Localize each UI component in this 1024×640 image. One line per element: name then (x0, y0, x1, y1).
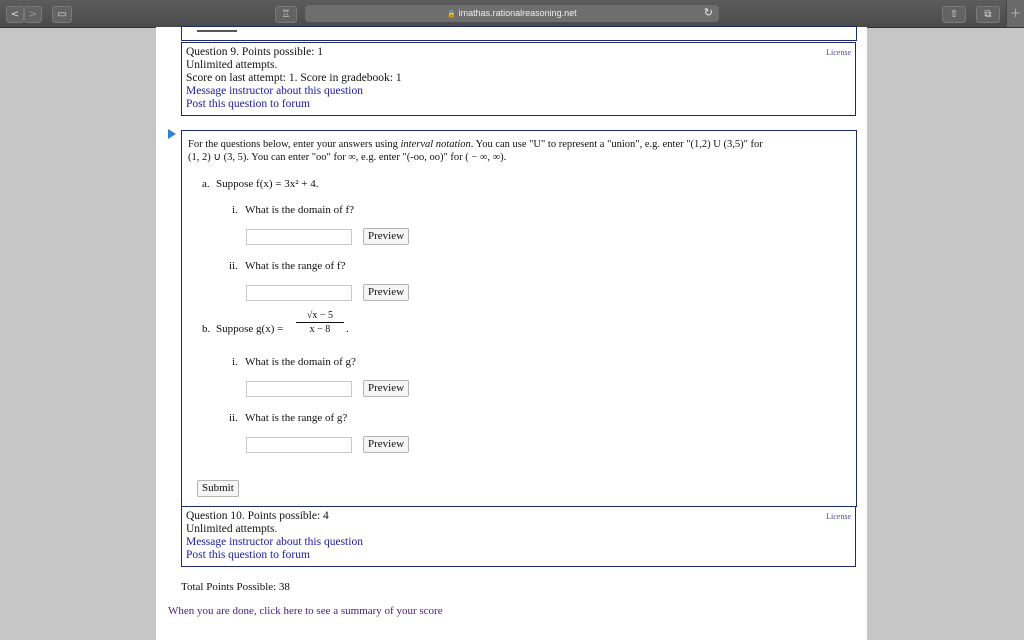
forward-button[interactable]: > (24, 6, 42, 23)
q9-score: Score on last attempt: 1. Score in gradebook: 1 (186, 72, 402, 84)
sidebar-button[interactable] (52, 6, 72, 23)
a-i-label: i. (232, 204, 238, 216)
part-b-suffix: . (346, 323, 349, 335)
a-ii-answer-input[interactable] (246, 285, 352, 301)
question-10-body (181, 130, 857, 507)
instructions (188, 138, 828, 164)
b-ii-label: ii. (229, 412, 238, 424)
instructions-line-2: (1, 2) ∪ (3, 5). You can enter "oo" for ∞, e.g. enter "(-oo, oo)" for ( − ∞, ∞). (188, 152, 507, 163)
q9-attempts: Unlimited attempts. (186, 59, 278, 71)
question-10-info (181, 506, 856, 567)
q9-post-forum-link[interactable]: Post this question to forum (186, 98, 310, 110)
back-button[interactable]: < (6, 6, 24, 23)
b-i-label: i. (232, 356, 238, 368)
b-i-text: What is the domain of g? (245, 356, 356, 368)
instructions-line-1: For the questions below, enter your answers using interval notation. You can use "U" to represent a "union", e.g. enter "(1,2) U (3,5)" for (188, 139, 763, 150)
submit-button[interactable]: Submit (197, 480, 239, 497)
previous-question-box (181, 26, 857, 41)
q9-license-link[interactable]: License (826, 48, 851, 57)
browser-toolbar (0, 0, 1024, 28)
q10-message-instructor-link[interactable]: Message instructor about this question (186, 536, 363, 548)
b-ii-preview-button[interactable]: Preview (363, 436, 409, 453)
part-a-text: Suppose f(x) = 3x² + 4. (216, 178, 319, 190)
home-button[interactable] (275, 6, 297, 23)
q9-message-instructor-link[interactable]: Message instructor about this question (186, 85, 363, 97)
a-ii-text: What is the range of f? (245, 260, 346, 272)
share-button[interactable] (942, 6, 966, 23)
part-b-fraction (296, 309, 344, 336)
url-text: imathas.rationalreasoning.net (458, 8, 577, 18)
question-9-info (181, 42, 856, 116)
a-i-answer-input[interactable] (246, 229, 352, 245)
b-ii-answer-input[interactable] (246, 437, 352, 453)
a-i-preview-button[interactable]: Preview (363, 228, 409, 245)
fraction-numerator: √x − 5 (296, 309, 344, 323)
b-i-preview-button[interactable]: Preview (363, 380, 409, 397)
scrolled-submit-remnant (197, 30, 237, 32)
tabs-icon: ⧉ (984, 9, 992, 20)
b-ii-text: What is the range of g? (245, 412, 348, 424)
b-i-answer-input[interactable] (246, 381, 352, 397)
summary-link[interactable]: When you are done, click here to see a summary of your score (168, 605, 443, 617)
part-a-label: a. (202, 178, 210, 190)
q10-post-forum-link[interactable]: Post this question to forum (186, 549, 310, 561)
home-icon: ♖ (281, 9, 291, 20)
total-points: Total Points Possible: 38 (181, 581, 290, 593)
a-i-text: What is the domain of f? (245, 204, 355, 216)
reload-icon[interactable]: ↻ (703, 7, 713, 19)
share-icon: ⇧ (949, 9, 959, 20)
fraction-denominator: x − 8 (309, 324, 331, 335)
part-b-prefix: Suppose g(x) = (216, 323, 284, 335)
tabs-button[interactable] (976, 6, 1000, 23)
a-ii-label: ii. (229, 260, 238, 272)
sidebar-icon: ▭ (57, 9, 67, 20)
lock-icon: 🔒 (447, 11, 457, 18)
q10-attempts: Unlimited attempts. (186, 523, 278, 535)
q10-license-link[interactable]: License (826, 512, 851, 521)
a-ii-preview-button[interactable]: Preview (363, 284, 409, 301)
current-question-arrow-icon (168, 129, 176, 139)
address-bar[interactable] (305, 5, 719, 22)
part-b-label: b. (202, 323, 211, 335)
q9-header: Question 9. Points possible: 1 (186, 46, 324, 58)
page-content (156, 27, 867, 640)
q10-header: Question 10. Points possible: 4 (186, 510, 329, 522)
new-tab-button[interactable]: + (1006, 0, 1024, 27)
